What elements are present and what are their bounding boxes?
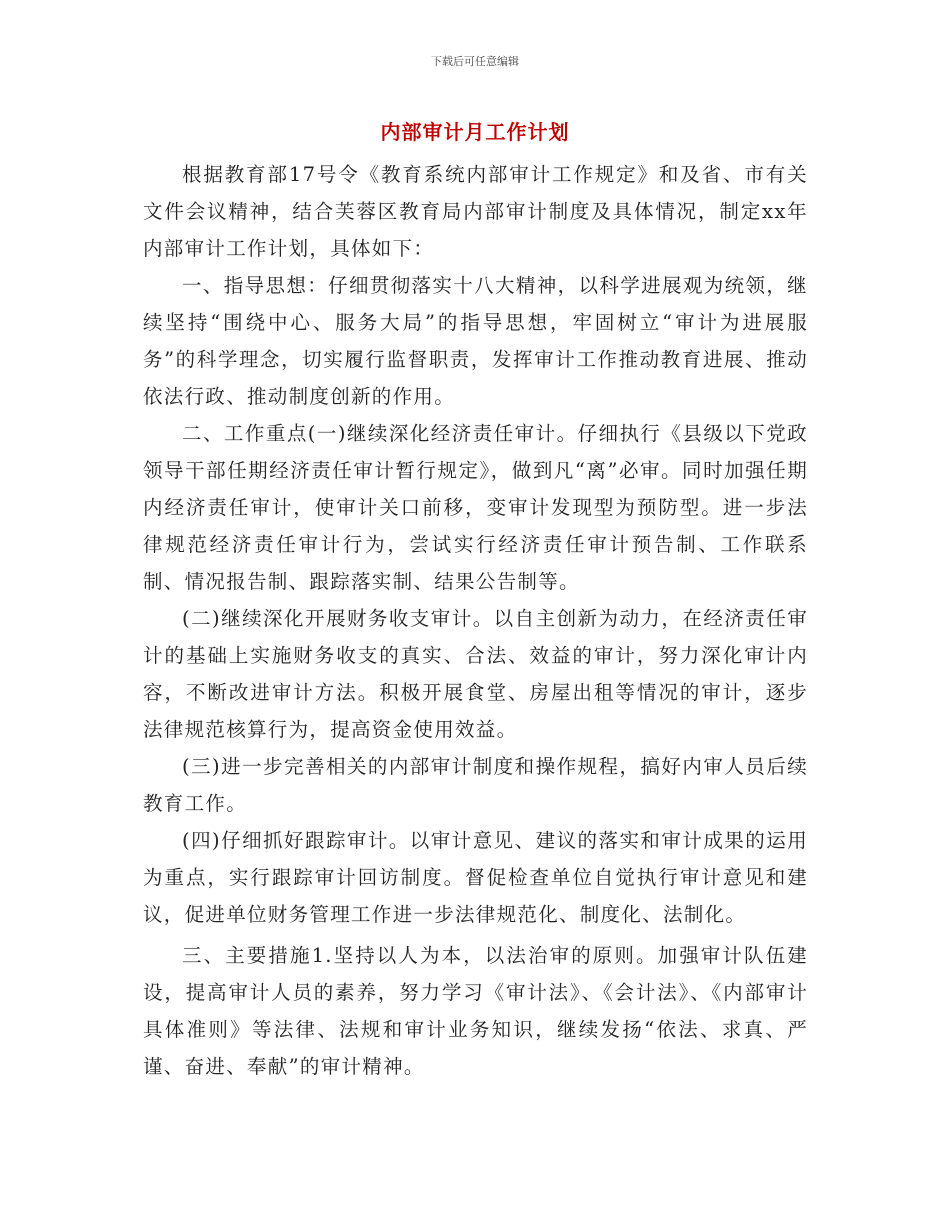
document-body bbox=[143, 156, 808, 1085]
paragraph-work-focus-2: (二)继续深化开展财务收支审计。以自主创新为动力，在经济责任审计的基础上实施财务收支的真实、合法、效益的审计，努力深化审计内容，不断改进审计方法。积极开展食堂、房屋出租等情况的审计，逐步法律规范核算行为，提高资金使用效益。 bbox=[143, 607, 808, 741]
paragraph-work-focus-3: (三)进一步完善相关的内部审计制度和操作规程，搞好内审人员后续教育工作。 bbox=[143, 755, 808, 815]
paragraph-work-focus-4: (四)仔细抓好跟踪审计。以审计意见、建议的落实和审计成果的运用为重点，实行跟踪审计回访制度。督促检查单位自觉执行审计意见和建议，促进单位财务管理工作进一步法律规范化、制度化、法制化。 bbox=[143, 829, 808, 926]
paragraph-measures: 三、主要措施1.坚持以人为本，以法治审的原则。加强审计队伍建设，提高审计人员的素养，努力学习《审计法》、《会计法》、《内部审计具体准则》等法律、法规和审计业务知识，继续发扬“依法、求真、严谨、奋进、奉献”的审计精神。 bbox=[143, 944, 808, 1078]
paragraph-work-focus-1: 二、工作重点(一)继续深化经济责任审计。仔细执行《县级以下党政领导干部任期经济责任审计暂行规定》，做到凡“离”必审。同时加强任期内经济责任审计，使审计关口前移，变审计发现型为预防型。进一步法律规范经济责任审计行为，尝试实行经济责任审计预告制、工作联系制、情况报告制、跟踪落实制、结果公告制等。 bbox=[143, 422, 808, 593]
paragraph-intro: 根据教育部17号令《教育系统内部审计工作规定》和及省、市有关文件会议精神，结合芙蓉区教育局内部审计制度及具体情况，制定xx年内部审计工作计划，具体如下： bbox=[143, 163, 808, 260]
document-title: 内部审计月工作计划 bbox=[380, 120, 570, 144]
paragraph-guiding-thought: 一、指导思想：仔细贯彻落实十八大精神，以科学进展观为统领，继续坚持“围绕中心、服务大局”的指导思想，牢固树立“审计为进展服务”的科学理念，切实履行监督职责，发挥审计工作推动教育进展、推动依法行政、推动制度创新的作用。 bbox=[143, 274, 808, 408]
page-header-note: 下载后可任意编辑 bbox=[431, 55, 519, 68]
